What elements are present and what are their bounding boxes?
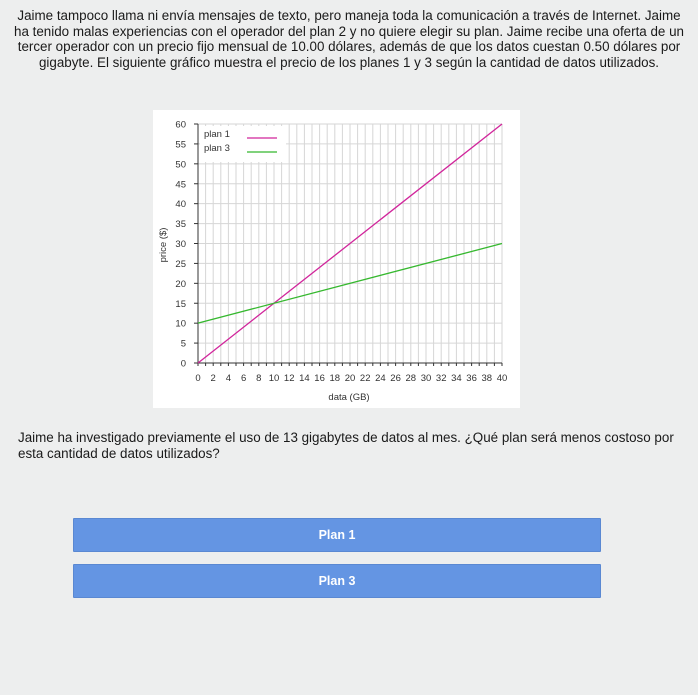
x-tick-label: 12 <box>283 373 295 384</box>
x-tick-label: 38 <box>481 373 493 384</box>
y-tick-label: 20 <box>175 278 186 290</box>
x-tick-label: 28 <box>405 373 417 384</box>
x-tick-label: 8 <box>256 373 262 384</box>
chart-svg <box>153 110 520 408</box>
legend-label-plan-3: plan 3 <box>204 143 230 154</box>
y-tick-label: 15 <box>175 298 186 310</box>
x-tick-label: 0 <box>195 373 201 384</box>
x-tick-label: 6 <box>240 373 247 384</box>
price-chart <box>153 110 520 408</box>
answer-plan-3-button[interactable] <box>73 564 601 598</box>
y-tick-label: 50 <box>175 159 186 171</box>
y-tick-label: 5 <box>180 338 186 350</box>
question-text: Jaime ha investigado previamente el uso de 13 gigabytes de datos al mes. ¿Qué plan será menos costoso por esta cantidad de datos utilizados? <box>18 430 674 461</box>
y-tick-label: 35 <box>175 219 186 231</box>
x-tick-label: 26 <box>390 373 401 384</box>
x-tick-label: 10 <box>268 373 280 384</box>
y-tick-label: 0 <box>180 358 186 370</box>
x-axis-label: data (GB) <box>328 392 370 403</box>
y-tick-label: 10 <box>175 318 186 330</box>
answer-plan-1-button[interactable] <box>73 518 601 552</box>
x-tick-label: 4 <box>225 373 232 384</box>
x-tick-label: 2 <box>210 373 216 384</box>
y-tick-label: 25 <box>175 258 186 270</box>
y-tick-label: 55 <box>175 139 186 151</box>
x-tick-label: 36 <box>466 373 477 384</box>
x-tick-label: 34 <box>451 373 462 384</box>
x-tick-label: 16 <box>314 373 325 384</box>
answer-plan-1-label: Plan 1 <box>318 528 356 542</box>
x-tick-label: 30 <box>420 373 432 384</box>
legend-label-plan-1: plan 1 <box>204 129 230 140</box>
y-axis-label: price ($) <box>158 227 169 263</box>
x-tick-label: 24 <box>375 373 386 384</box>
x-tick-label: 20 <box>344 373 356 384</box>
x-tick-label: 22 <box>359 373 371 384</box>
x-tick-label: 14 <box>299 373 310 384</box>
x-tick-label: 40 <box>496 373 508 384</box>
y-tick-label: 45 <box>175 179 186 191</box>
answer-plan-3-label: Plan 3 <box>318 574 356 588</box>
x-tick-label: 18 <box>329 373 341 384</box>
x-tick-label: 32 <box>435 373 447 384</box>
y-tick-label: 40 <box>175 199 186 211</box>
y-tick-label: 30 <box>175 239 186 250</box>
y-tick-label: 60 <box>175 119 186 131</box>
problem-intro: Jaime tampoco llama ni envía mensajes de texto, pero maneja toda la comunicación a través de Internet. Jaime ha tenido malas experiencias con el operador del plan 2 y no quiere elegir su plan. Jaime recibe una oferta de un tercer operador con un precio fijo mensual de 10.00 dólares, además de que los datos cuestan 0.50 dólares por gigabyte. El siguiente gráfico muestra el precio de los planes 1 y 3 según la cantidad de datos utilizados. <box>14 8 684 70</box>
